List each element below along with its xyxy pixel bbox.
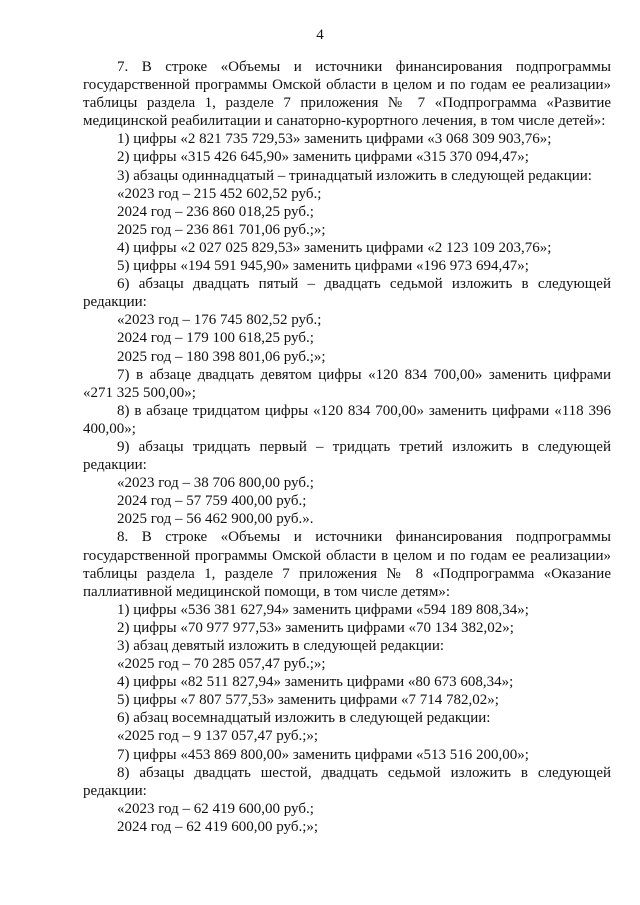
paragraph: 7. В строке «Объемы и источники финансирования подпрограммы государственной программы Омской области в целом и по годам ее реализации» таблицы раздела 1, разделе 7 приложения № 7 «Подпрограмма «Развитие медицинской реабилитации и санаторно-курортного лечения, в том числе детей»: (83, 59, 611, 130)
paragraph: 4) цифры «2 027 025 829,53» заменить цифрами «2 123 109 203,76»; (117, 239, 552, 256)
paragraph: 8) абзацы двадцать шестой, двадцать седьмой изложить в следующей редакции: (83, 764, 611, 799)
paragraph: «2023 год – 62 419 600,00 руб.; (117, 800, 314, 817)
paragraph: 2024 год – 62 419 600,00 руб.;»; (117, 818, 319, 835)
paragraph: «2023 год – 38 706 800,00 руб.; (117, 475, 314, 492)
paragraph: 2) цифры «70 977 977,53» заменить цифрами «70 134 382,02»; (117, 619, 514, 636)
paragraph: 5) цифры «7 807 577,53» заменить цифрами «7 714 782,02»; (117, 692, 499, 709)
paragraph: 9) абзацы тридцать первый – тридцать третий изложить в следующей редакции: (83, 438, 611, 474)
paragraph: 6) абзацы двадцать пятый – двадцать седьмой изложить в следующей редакции: (83, 276, 611, 311)
paragraph: 7) цифры «453 869 800,00» заменить цифрами «513 516 200,00»; (117, 746, 529, 763)
paragraph: 2024 год – 179 100 618,25 руб.; (117, 330, 314, 347)
paragraph: «2023 год – 176 745 802,52 руб.; (117, 312, 322, 329)
paragraph: 2025 год – 56 462 900,00 руб.». (117, 511, 314, 528)
paragraph: «2025 год – 70 285 057,47 руб.;»; (117, 656, 326, 673)
paragraph: 8. В строке «Объемы и источники финансирования подпрограммы государственной программы Омской области в целом и по годам ее реализации» таблицы раздела 1, разделе 7 приложения № 8 «Подпрограмма «Оказание паллиативной медицинской помощи, в том числе детям»: (83, 529, 611, 600)
paragraph: 7) в абзаце двадцать девятом цифры «120 834 700,00» заменить цифрами «271 325 500,00»; (83, 366, 611, 401)
paragraph: 4) цифры «82 511 827,94» заменить цифрами «80 673 608,34»; (117, 674, 514, 691)
paragraph: 3) абзацы одиннадцатый – тринадцатый изложить в следующей редакции: (117, 167, 592, 184)
page-number: 4 (316, 27, 324, 43)
paragraph: 2024 год – 57 759 400,00 руб.; (117, 493, 307, 510)
paragraph: 2025 год – 180 398 801,06 руб.;»; (117, 348, 326, 365)
paragraph: 2025 год – 236 861 701,06 руб.;»; (117, 221, 326, 238)
paragraph: 1) цифры «536 381 627,94» заменить цифрами «594 189 808,34»; (117, 601, 529, 618)
paragraph: 6) абзац восемнадцатый изложить в следующей редакции: (117, 710, 491, 727)
paragraph: 5) цифры «194 591 945,90» заменить цифрами «196 973 694,47»; (117, 258, 529, 275)
paragraph: «2023 год – 215 452 602,52 руб.; (117, 185, 322, 202)
paragraph: 2024 год – 236 860 018,25 руб.; (117, 203, 314, 220)
paragraph: 1) цифры «2 821 735 729,53» заменить цифрами «3 068 309 903,76»; (117, 131, 552, 148)
paragraph: 3) абзац девятый изложить в следующей редакции: (117, 638, 445, 654)
paragraph: «2025 год – 9 137 057,47 руб.;»; (117, 728, 319, 745)
paragraph: 8) в абзаце тридцатом цифры «120 834 700,00» заменить цифрами «118 396 400,00»; (83, 402, 611, 437)
paragraph: 2) цифры «315 426 645,90» заменить цифрами «315 370 094,47»; (117, 149, 529, 166)
document-body (83, 58, 611, 836)
